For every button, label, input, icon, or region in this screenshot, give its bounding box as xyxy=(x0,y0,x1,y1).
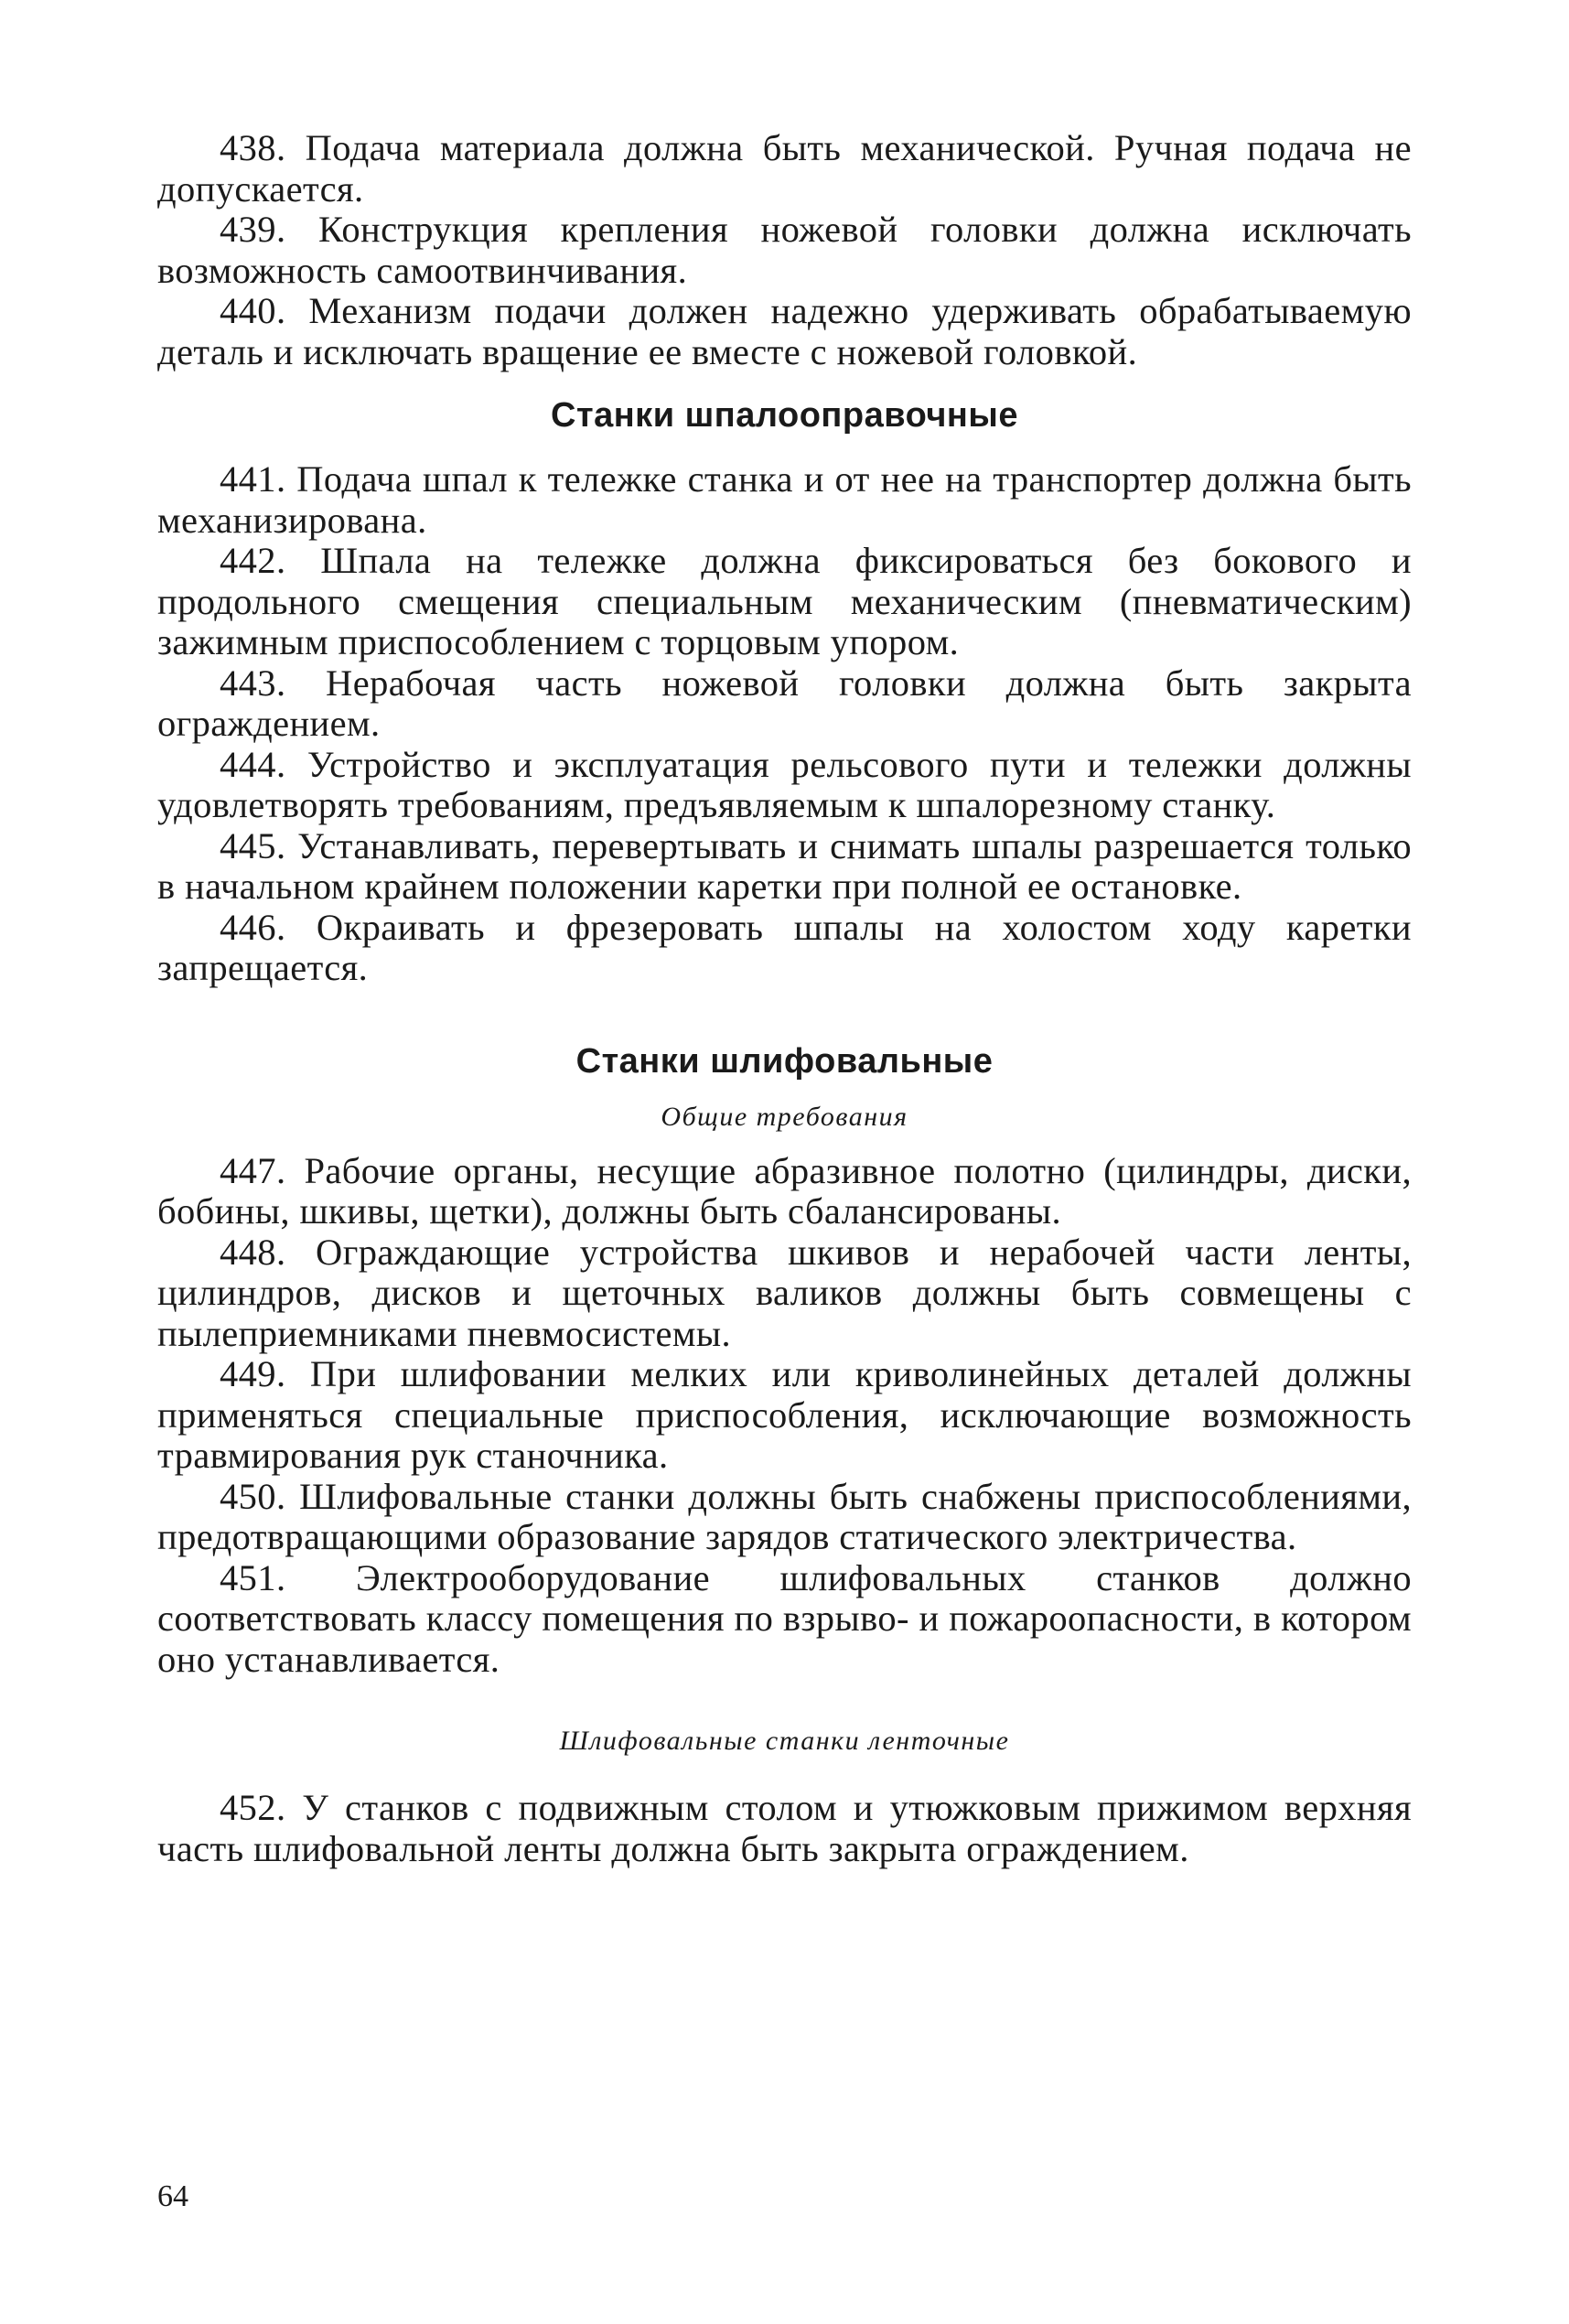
paragraph-451: 451. Электрооборудование шлифовальных станков должно соответствовать классу помещения по взрыво- и пожароопасности, в котором оно устанавливается. xyxy=(157,1556,1412,1680)
paragraph-438: 438. Подача материала должна быть механической. Ручная подача не допускается. xyxy=(157,127,1412,210)
page-number: 64 xyxy=(157,2179,188,2213)
paragraph-446: 446. Окраивать и фрезеровать шпалы на холостом ходу каретки запрещается. xyxy=(157,906,1412,988)
paragraph-450: 450. Шлифовальные станки должны быть снабжены приспособлениями, предотвращающими образование зарядов статического электричества. xyxy=(157,1475,1412,1557)
paragraph-443: 443. Нерабочая часть ножевой головки должна быть закрыта ограждением. xyxy=(157,662,1412,744)
section-heading-sleeper-machines: Станки шпалооправочные xyxy=(551,396,1018,435)
paragraph-447: 447. Рабочие органы, несущие абразивное полотно (цилиндры, диски, бобины, шкивы, щетки), должны быть сбалансированы. xyxy=(157,1149,1412,1232)
paragraph-444: 444. Устройство и эксплуатация рельсового пути и тележки должны удовлетворять требованиям, предъявляемым к шпалорезному станку. xyxy=(157,743,1412,825)
subheading-general-requirements: Общие требования xyxy=(661,1101,908,1132)
subheading-belt-grinding-machines: Шлифовальные станки ленточные xyxy=(559,1726,1010,1756)
paragraph-449: 449. При шлифовании мелких или криволинейных деталей должны применяться специальные приспособления, исключающие возможность травмирования рук станочника. xyxy=(157,1353,1412,1476)
paragraph-442: 442. Шпала на тележке должна фиксироваться без бокового и продольного смещения специальным механическим (пневматическим) зажимным приспособлением с торцовым упором. xyxy=(157,540,1412,662)
paragraph-445: 445. Устанавливать, перевертывать и снимать шпалы разрешается только в начальном крайнем положении каретки при полной ее остановке. xyxy=(157,824,1412,907)
paragraph-440: 440. Механизм подачи должен надежно удерживать обрабатываемую деталь и исключать вращение ее вместе с ножевой головкой. xyxy=(157,290,1412,372)
paragraph-439: 439. Конструкция крепления ножевой головки должна исключать возможность самоотвинчивания. xyxy=(157,209,1412,291)
section-heading-grinding-machines: Станки шлифовальные xyxy=(575,1041,994,1081)
paragraph-452: 452. У станков с подвижным столом и утюжковым прижимом верхняя часть шлифовальной ленты должна быть закрыта ограждением. xyxy=(157,1787,1412,1869)
paragraph-441: 441. Подача шпал к тележке станка и от нее на транспортер должна быть механизирована. xyxy=(157,458,1412,541)
paragraph-448: 448. Ограждающие устройства шкивов и нерабочей части ленты, цилиндров, дисков и щеточных валиков должны быть совмещены с пылеприемниками пневмосистемы. xyxy=(157,1231,1412,1354)
